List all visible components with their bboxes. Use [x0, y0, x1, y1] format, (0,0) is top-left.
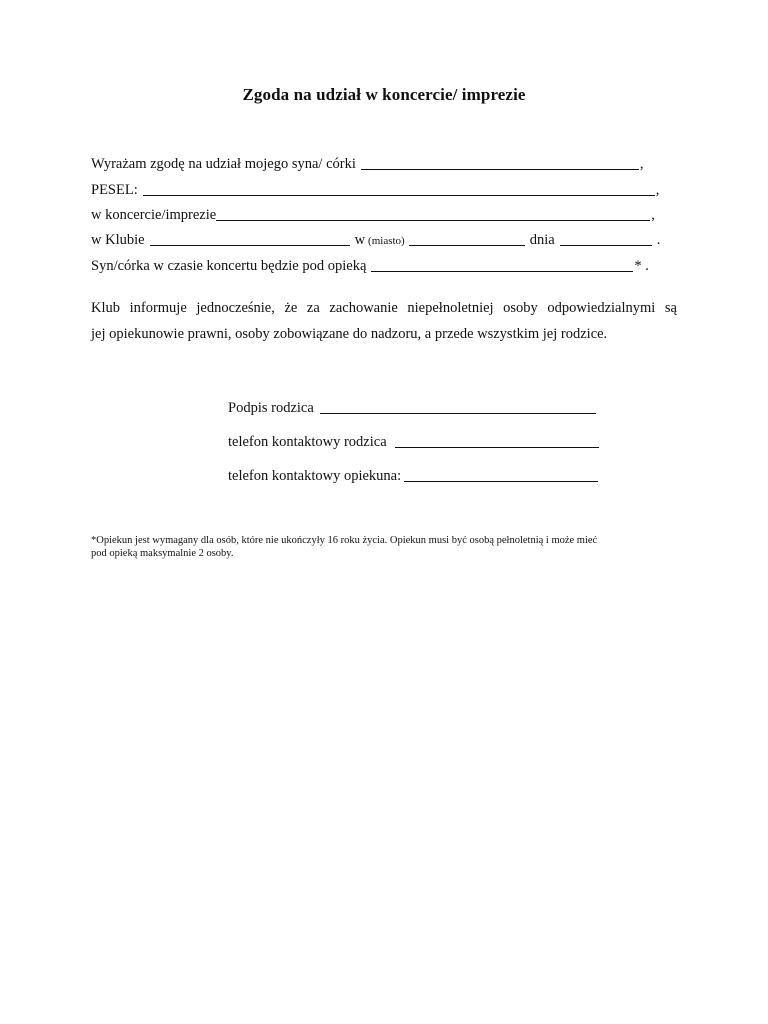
club-field[interactable] — [150, 244, 350, 246]
child-name-label: Wyrażam zgodę na udział mojego syna/ córki — [91, 156, 356, 172]
event-label: w koncercie/imprezie — [91, 207, 217, 223]
guardian-phone-line — [228, 468, 599, 485]
pesel-line — [91, 182, 659, 199]
child-name-field[interactable] — [361, 168, 639, 170]
date-field[interactable] — [560, 244, 652, 246]
document-title: Zgoda na udział w koncercie/ imprezie — [242, 85, 526, 104]
club-line — [91, 232, 660, 249]
guardian-label: Syn/córka w czasie koncertu będzie pod opieką — [91, 258, 367, 274]
city-hint: (miasto) — [368, 235, 405, 247]
parent-signature-line — [228, 400, 597, 417]
footnote-line-2: pod opieką maksymalnie 2 osoby. — [91, 548, 234, 559]
line-end-punctuation: , — [655, 182, 660, 198]
child-name-line — [91, 156, 643, 173]
club-notice-paragraph — [91, 295, 677, 347]
city-field[interactable] — [409, 244, 525, 246]
line-end-punctuation: , — [639, 156, 644, 172]
footnote-line-1: *Opiekun jest wymagany dla osób, które nie ukończyły 16 roku życia. Opiekun musi być osobą pełnoletnią i może mieć — [91, 535, 598, 546]
club-label: w Klubie — [91, 232, 145, 248]
event-line — [91, 207, 655, 224]
footnote — [91, 534, 671, 560]
guardian-line — [91, 258, 649, 275]
guardian-field[interactable] — [371, 270, 633, 272]
line-end-punctuation: . — [656, 232, 661, 248]
line-end-punctuation: , — [651, 207, 655, 223]
date-label: dnia — [529, 232, 555, 248]
parent-signature-field[interactable] — [320, 412, 596, 414]
parent-phone-line — [228, 434, 600, 451]
line-end-punctuation: * . — [634, 258, 649, 274]
parent-signature-label: Podpis rodzica — [228, 400, 314, 416]
guardian-phone-field[interactable] — [404, 480, 598, 482]
pesel-field[interactable] — [143, 194, 655, 196]
guardian-phone-label: telefon kontaktowy opiekuna: — [228, 468, 402, 484]
city-label: w — [354, 232, 366, 248]
parent-phone-label: telefon kontaktowy rodzica — [228, 434, 387, 450]
parent-phone-field[interactable] — [395, 446, 599, 448]
club-notice-line-2: jej opiekunowie prawni, osoby zobowiązane do nadzoru, a przede wszystkim jej rodzice. — [91, 326, 608, 342]
club-notice-line-1: Klub informuje jednocześnie, że za zachowanie niepełnoletniej osoby odpowiedzialnymi są — [91, 300, 677, 316]
event-field[interactable] — [216, 219, 650, 221]
pesel-label: PESEL: — [91, 182, 138, 198]
